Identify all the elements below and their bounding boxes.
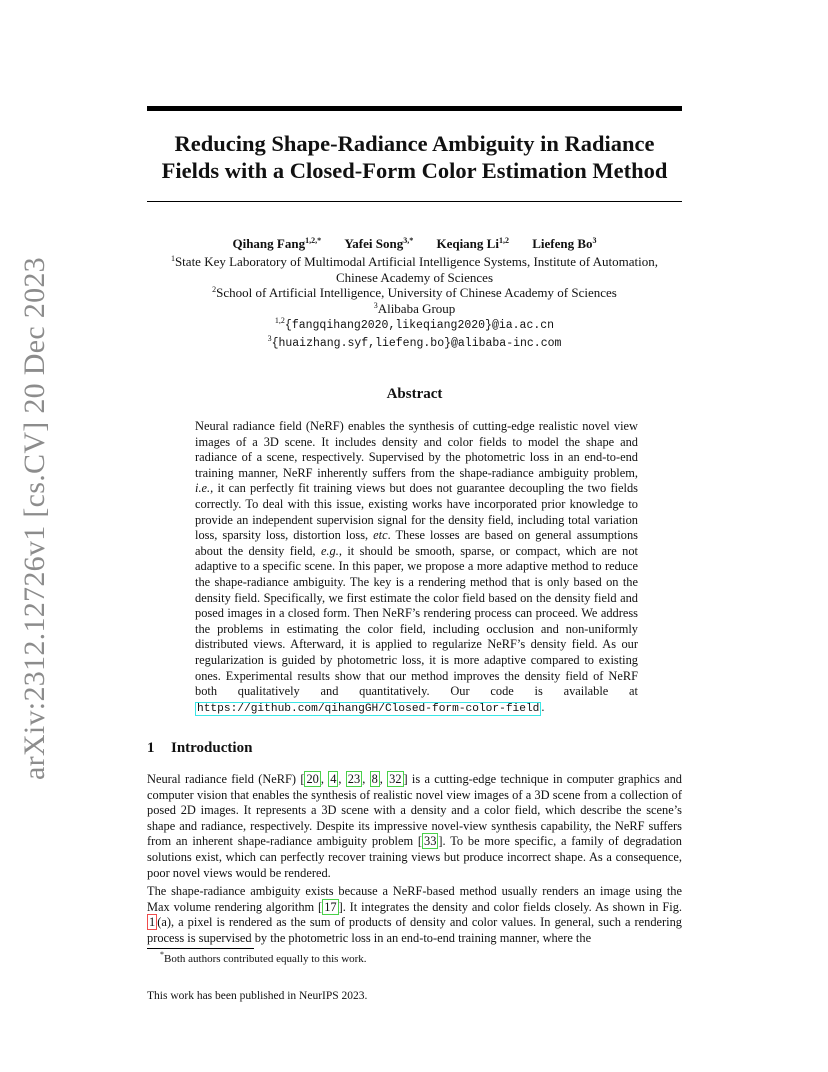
- abstract-italic: i.e.,: [195, 481, 214, 496]
- body-text: ,: [320, 772, 329, 786]
- citation-link[interactable]: 4: [330, 772, 337, 786]
- figure-ref-link[interactable]: 1: [149, 915, 156, 930]
- affiliation-sup: 3: [373, 300, 378, 310]
- title-bottom-rule: [147, 201, 682, 202]
- citation-link[interactable]: 8: [371, 772, 378, 786]
- abstract-body: [195, 419, 638, 717]
- section-number: 1: [147, 740, 155, 756]
- footnote-rule: [147, 948, 254, 949]
- title-line-2: Fields with a Closed-Form Color Estimation Method: [161, 158, 668, 183]
- body-text: The shape-radiance ambiguity exists because a NeRF-based method usually renders an image using the Max volume rendering algorithm [: [147, 884, 682, 914]
- email-sup: 1,2: [274, 316, 285, 325]
- paper-title: [147, 130, 682, 184]
- abstract-text: . These losses are based on general assumptions about the density field,: [195, 528, 639, 558]
- author-sup: 1,2,*: [305, 236, 322, 245]
- email: {huaizhang.syf,liefeng.bo}@alibaba-inc.com: [271, 336, 562, 350]
- intro-paragraph-1: [147, 772, 682, 881]
- publication-note: This work has been published in NeurIPS 2023.: [147, 990, 368, 1002]
- abstract-text: it can perfectly fit training views but does not guarantee decoupling the two fields correctly. To deal with this issue, existing works have incorporated prior knowledge to provide an independent supervision signal for the density field, including total variation loss, sparsity loss, distortion loss,: [195, 481, 638, 543]
- author-sup: 3: [592, 236, 597, 245]
- body-text: Neural radiance field (NeRF) [: [147, 772, 305, 786]
- affiliation-1-cont: Chinese Academy of Sciences: [335, 269, 494, 285]
- citation-link[interactable]: 17: [324, 899, 337, 914]
- arxiv-identifier: arXiv:2312.12726v1 [cs.CV] 20 Dec 2023: [18, 257, 51, 780]
- abstract-heading: Abstract: [386, 386, 443, 402]
- affiliation-3: [147, 301, 682, 317]
- citation-link[interactable]: 33: [424, 834, 437, 849]
- email-sup: 3: [267, 333, 272, 343]
- code-url-link[interactable]: https://github.com/qihangGH/Closed-form-color-field: [197, 702, 540, 715]
- author-name: Yafei Song: [344, 236, 404, 251]
- affiliation-sup: 2: [212, 285, 217, 294]
- intro-paragraph-2: [147, 884, 682, 946]
- abstract-text: it should be smooth, sparse, or compact, which are not adaptive to a specific scene. In this paper, we propose a more adaptive method to reduce the shape-radiance ambiguity. The key is a rendering method that is only based on the density field. Specifically, we first estimate the color field based on the density field and posed images in a closed form. Then NeRF’s rendering process can proceed. We address the problems in estimating the color field, including occlusion and non-uniformly distributed views. Afterward, it is applied to regularize NeRF’s density field. As our regularization is guided by photometric loss, it is more adaptive compared to existing ones. Experimental results show that our method improves the density field of NeRF both qualitatively and quantitatively. Our code is available at: [195, 543, 638, 699]
- citation-link[interactable]: 20: [306, 772, 319, 786]
- section-title: Introduction: [171, 740, 253, 756]
- body-text: ]. To be more specific, a family of degradation solutions exist, which can perfectly recover training views but produce incorrect shape. As a consequence, poor novel views would be rendered.: [147, 834, 682, 880]
- abstract-italic: etc: [373, 528, 388, 543]
- citation-link[interactable]: 32: [389, 772, 402, 786]
- author: [436, 236, 509, 252]
- footnote-text: Both authors contributed equally to this work.: [164, 953, 367, 965]
- affiliation-text: School of Artificial Intelligence, University of Chinese Academy of Sciences: [216, 285, 617, 300]
- affiliation-1: [147, 254, 682, 270]
- body-text: ,: [379, 772, 388, 786]
- body-text: (a), a pixel is rendered as the sum of products of density and color values. In general, such a rendering process is supervised by the photometric loss in an end-to-end training manner, where the: [147, 915, 682, 945]
- author: [232, 236, 321, 252]
- author: [344, 236, 413, 252]
- affiliations: [147, 254, 682, 351]
- title-line-1: Reducing Shape-Radiance Ambiguity in Radiance: [174, 131, 655, 156]
- title-top-rule: [147, 106, 682, 111]
- author-name: Liefeng Bo: [532, 236, 593, 251]
- author: [532, 236, 596, 252]
- author-sup: 1,2: [498, 236, 509, 245]
- email: {fangqihang2020,likeqiang2020}@ia.ac.cn: [284, 319, 555, 332]
- body-text: ] is a cutting-edge technique in computer graphics and computer vision that enables the synthesis of realistic novel view images of a 3D scene from a collection of posed 2D images. It represents a 3D scene with a density and a color field, which describe the scene’s shape and radiance, respectively. Despite its impressive novel-view synthesis capability, the NeRF suffers from an inherent shape-radiance ambiguity problem [: [147, 772, 682, 849]
- abstract-text: .: [541, 699, 545, 714]
- abstract-text: Neural radiance field (NeRF) enables the synthesis of cutting-edge realistic novel view images of a 3D scene. It includes density and color fields to model the shape and radiance of a scene, respectively. Supervised by the photometric loss in an end-to-end training manner, NeRF inherently suffers from the shape-radiance ambiguity problem,: [195, 419, 638, 480]
- affiliation-sup: 1: [170, 254, 175, 263]
- citation-link[interactable]: 23: [347, 772, 361, 786]
- body-text: ,: [362, 772, 370, 786]
- body-text: ]. It integrates the density and color fields closely. As shown in Fig.: [338, 899, 682, 914]
- email-line-2: [147, 334, 682, 352]
- section-heading: [147, 740, 252, 757]
- author-list: [147, 236, 682, 252]
- footnote: [160, 950, 367, 965]
- affiliation-text: Alibaba Group: [377, 300, 456, 316]
- footnote-sup: *: [160, 950, 164, 959]
- body-text: ,: [338, 772, 346, 786]
- affiliation-text: State Key Laboratory of Multimodal Artificial Intelligence Systems, Institute of Automation,: [174, 254, 659, 269]
- author-name: Keqiang Li: [436, 236, 499, 251]
- author-name: Qihang Fang: [232, 236, 306, 251]
- author-sup: 3,*: [403, 236, 414, 245]
- abstract-italic: e.g.,: [320, 543, 342, 558]
- email-line-1: [147, 316, 682, 334]
- affiliation-2: [147, 285, 682, 301]
